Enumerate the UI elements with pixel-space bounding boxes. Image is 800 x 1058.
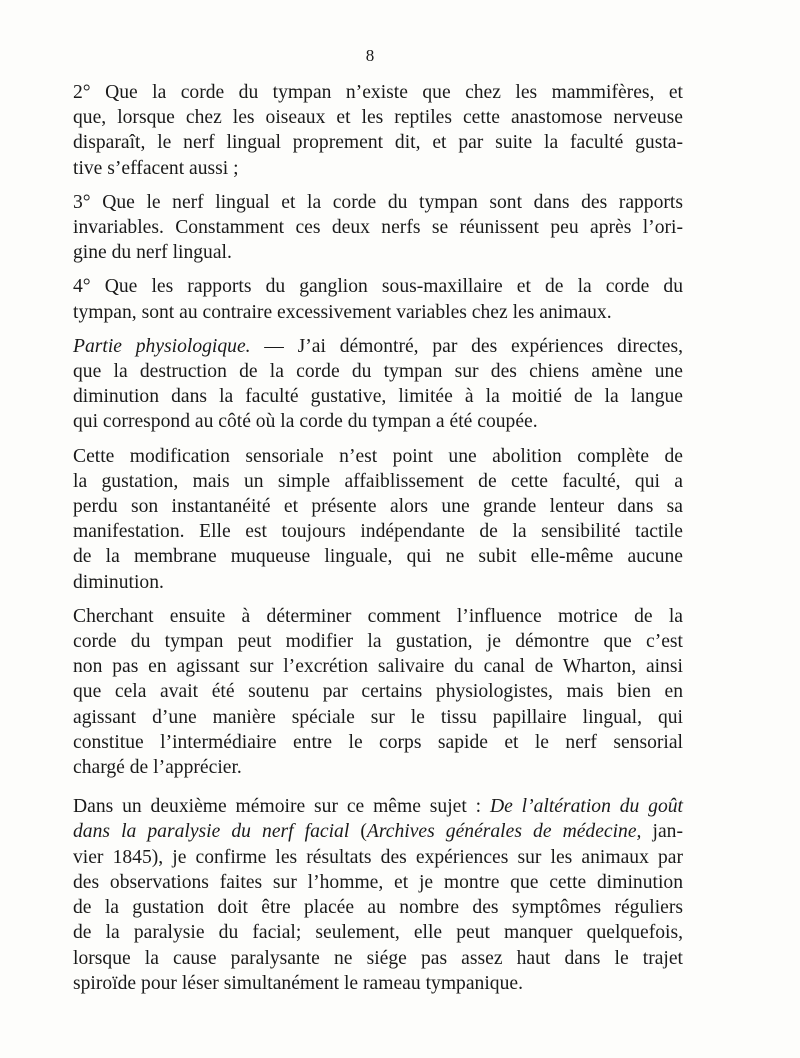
text-line: diminution dans la faculté gustative, limitée à la moitié de la langue — [73, 386, 683, 408]
text-line: gine du nerf lingual. — [73, 242, 232, 264]
memoir-title: dans la paralysie du nerf facial — [73, 821, 350, 843]
text-line — [73, 334, 683, 359]
text-line: manifestation. Elle est toujours indépendante de la sensibilité tactile — [73, 521, 683, 543]
text-line: disparaît, le nerf lingual proprement dit, et par suite la faculté gusta- — [73, 132, 683, 154]
text-fragment: — J’ai démontré, par des expériences directes, — [250, 335, 684, 357]
text-line: que la destruction de la corde du tympan sur des chiens amène une — [73, 361, 683, 383]
paragraph-partie-physiologique — [73, 334, 683, 435]
paragraph-point-4 — [73, 274, 683, 324]
paragraph-deuxieme-memoire — [73, 794, 683, 996]
text-line: 2° Que la corde du tympan n’existe que chez les mammifères, et — [73, 82, 683, 103]
text-line: diminution. — [73, 571, 164, 593]
text-line: corde du tympan peut modifier la gustation, je démontre que c’est — [73, 631, 683, 653]
text-line: que, lorsque chez les oiseaux et les reptiles cette anastomose nerveuse — [73, 107, 683, 129]
text-line: spiroïde pour léser simultanément le rameau tympanique. — [73, 972, 523, 994]
text-line — [73, 819, 683, 844]
text-fragment: Dans un deuxième mémoire sur ce même sujet : — [73, 796, 490, 818]
text-line: qui correspond au côté où la corde du tympan a été coupée. — [73, 411, 538, 433]
paragraph-point-3 — [73, 190, 683, 266]
text-line: de la paralysie du facial; seulement, elle peut manquer quelquefois, — [73, 922, 683, 944]
text-fragment: jan- — [641, 821, 683, 843]
text-line: de la membrane muqueuse linguale, qui ne subit elle-même aucune — [73, 546, 683, 568]
paragraph-cherchant — [73, 604, 683, 780]
text-line: 3° Que le nerf lingual et la corde du tympan sont dans des rapports — [73, 191, 683, 213]
text-line: vier 1845), je confirme les résultats des expériences sur les animaux par — [73, 846, 683, 868]
journal-title: Archives générales de médecine, — [366, 821, 642, 843]
text-fragment: ( — [349, 821, 367, 843]
page-number: 8 — [365, 46, 375, 65]
text-line: la gustation, mais un simple affaiblissement de cette faculté, qui a — [73, 470, 683, 492]
text-line — [73, 794, 683, 819]
text-line: Cherchant ensuite à déterminer comment l’influence motrice de la — [73, 605, 683, 627]
text-line: tympan, sont au contraire excessivement variables chez les animaux. — [73, 301, 612, 323]
text-line: que cela avait été soutenu par certains physiologistes, mais bien en — [73, 681, 683, 703]
text-line: lorsque la cause paralysante ne siége pas assez haut dans le trajet — [73, 947, 683, 969]
text-line: des observations faites sur l’homme, et je montre que cette diminution — [73, 871, 683, 893]
text-line: non pas en agissant sur l’excrétion salivaire du canal de Wharton, ainsi — [73, 656, 683, 678]
text-line: invariables. Constamment ces deux nerfs se réunissent peu après l’ori- — [73, 217, 683, 239]
text-line: tive s’effacent aussi ; — [73, 157, 239, 179]
text-line: constitue l’intermédiaire entre le corps sapide et le nerf sensorial — [73, 731, 683, 753]
text-line: agissant d’une manière spéciale sur le tissu papillaire lingual, qui — [73, 706, 683, 728]
memoir-title: De l’altération du goût — [489, 796, 683, 818]
paragraph-point-2 — [73, 80, 683, 181]
text-line: de la gustation doit être placée au nombre des symptômes réguliers — [73, 897, 683, 919]
paragraph-modification — [73, 444, 683, 595]
text-line: chargé de l’apprécier. — [73, 757, 242, 779]
text-line: 4° Que les rapports du ganglion sous-maxillaire et de la corde du — [73, 276, 683, 298]
section-label: Partie physiologique. — [73, 335, 251, 357]
text-line: perdu son instantanéité et présente alors une grande lenteur dans sa — [73, 496, 683, 518]
text-line: Cette modification sensoriale n’est point une abolition complète de — [73, 445, 683, 467]
body-text — [73, 80, 683, 1000]
